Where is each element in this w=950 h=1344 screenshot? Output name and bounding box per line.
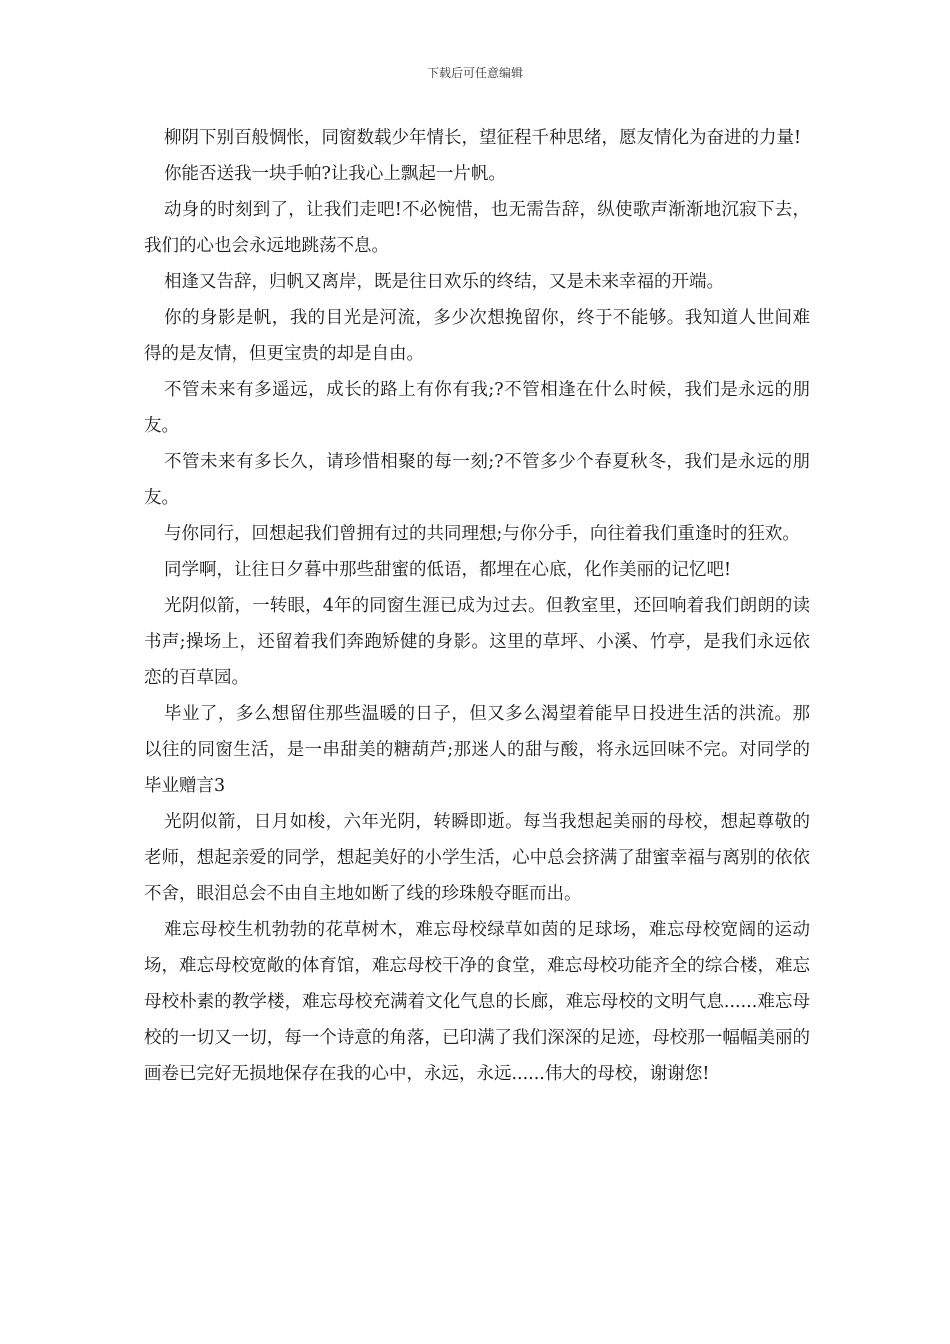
paragraph-12: 光阴似箭，日月如梭，六年光阴，转瞬即逝。每当我想起美丽的母校，想起尊敬的老师，想起亲爱的同学，想起美好的小学生活，心中总会挤满了甜蜜幸福与离别的依依不舍，眼泪总会不由自主地如断了线的珍珠般夺眶而出。	[144, 812, 810, 904]
paragraph-1: 柳阴下别百般惆怅，同窗数载少年情长，望征程千种思绪，愿友情化为奋进的力量!	[164, 128, 802, 148]
document-body	[144, 120, 810, 1092]
paragraph-8: 与你同行，回想起我们曾拥有过的共同理想;与你分手，向往着我们重逢时的狂欢。	[164, 524, 800, 544]
paragraph-4: 相逢又告辞，归帆又离岸，既是往日欢乐的终结，又是未来幸福的开端。	[164, 272, 724, 292]
paragraph-10: 光阴似箭，一转眼，4年的同窗生涯已成为过去。但教室里，还回响着我们朗朗的读书声;操场上，还留着我们奔跑矫健的身影。这里的草坪、小溪、竹亭，是我们永远依恋的百草园。	[144, 596, 810, 688]
paragraph-6: 不管未来有多遥远，成长的路上有你有我;?不管相逢在什么时候，我们是永远的朋友。	[144, 380, 810, 436]
paragraph-7: 不管未来有多长久，请珍惜相聚的每一刻;?不管多少个春夏秋冬，我们是永远的朋友。	[144, 452, 810, 508]
paragraph-11: 毕业了，多么想留住那些温暖的日子，但又多么渴望着能早日投进生活的洪流。那以往的同窗生活，是一串甜美的糖葫芦;那迷人的甜与酸，将永远回味不完。对同学的毕业赠言3	[144, 704, 810, 796]
paragraph-2: 你能否送我一块手帕?让我心上飘起一片帆。	[164, 164, 506, 184]
paragraph-13: 难忘母校生机勃勃的花草树木，难忘母校绿草如茵的足球场，难忘母校宽阔的运动场，难忘母校宽敞的体育馆，难忘母校干净的食堂，难忘母校功能齐全的综合楼，难忘母校朴素的教学楼，难忘母校充满着文化气息的长廊，难忘母校的文明气息......难忘母校的一切又一切，每一个诗意的角落，已印满了我们深深的足迹，母校那一幅幅美丽的画卷已完好无损地保存在我的心中，永远，永远......伟大的母校，谢谢您!	[144, 920, 810, 1084]
page-header: 下载后可任意编辑	[426, 66, 523, 80]
paragraph-9: 同学啊，让往日夕暮中那些甜蜜的低语，都埋在心底，化作美丽的记忆吧!	[164, 560, 732, 580]
paragraph-3: 动身的时刻到了，让我们走吧!不必惋惜，也无需告辞，纵使歌声渐渐地沉寂下去，我们的心也会永远地跳荡不息。	[144, 200, 810, 256]
paragraph-5: 你的身影是帆，我的目光是河流，多少次想挽留你，终于不能够。我知道人世间难得的是友情，但更宝贵的却是自由。	[144, 308, 810, 364]
